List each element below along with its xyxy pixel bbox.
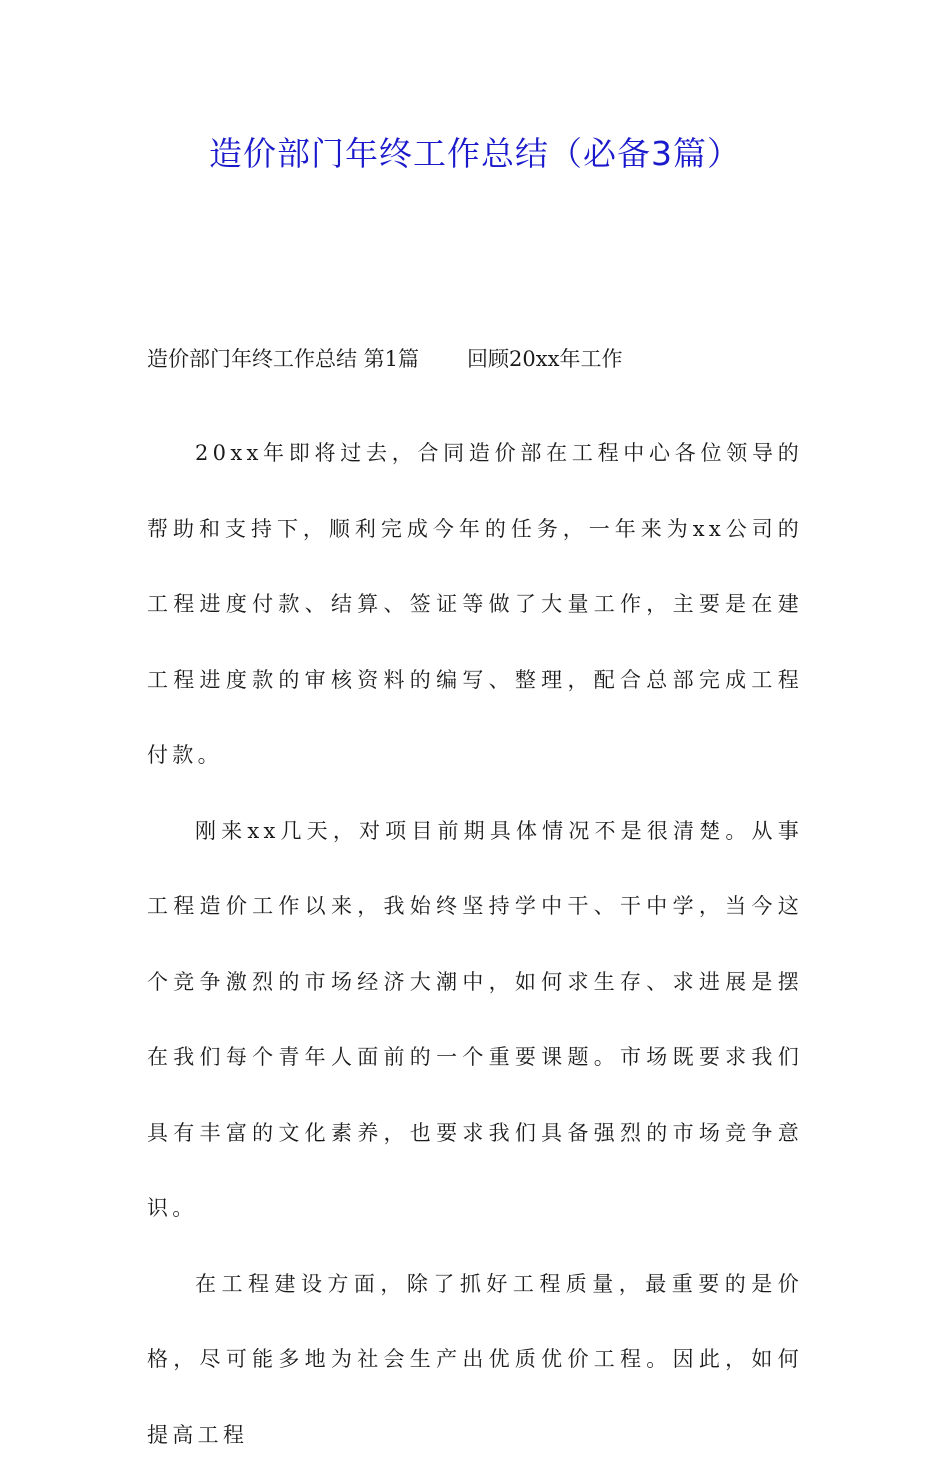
- section-heading-title: 造价部门年终工作总结 第1篇: [147, 347, 419, 371]
- body-text: [147, 416, 803, 1473]
- section-heading-topic: 回顾20xx年工作: [467, 347, 622, 371]
- paragraph-2: 刚来xx几天，对项目前期具体情况不是很清楚。从事工程造价工作以来，我始终坚持学中干、干中学，当今这个竞争激烈的市场经济大潮中，如何求生存、求进展是摆在我们每个青年人面前的一个重要课题。市场既要求我们具有丰富的文化素养，也要求我们具备强烈的市场竞争意识。: [147, 794, 803, 1247]
- document-title: 造价部门年终工作总结（必备3篇）: [0, 128, 950, 180]
- paragraph-3: 在工程建设方面，除了抓好工程质量，最重要的是价格，尽可能多地为社会生产出优质优价工程。因此，如何提高工程: [147, 1247, 803, 1473]
- section-heading: [147, 340, 827, 378]
- paragraph-1: 20xx年即将过去，合同造价部在工程中心各位领导的帮助和支持下，顺利完成今年的任务，一年来为xx公司的工程进度付款、结算、签证等做了大量工作，主要是在建工程进度款的审核资料的编写、整理，配合总部完成工程付款。: [147, 416, 803, 794]
